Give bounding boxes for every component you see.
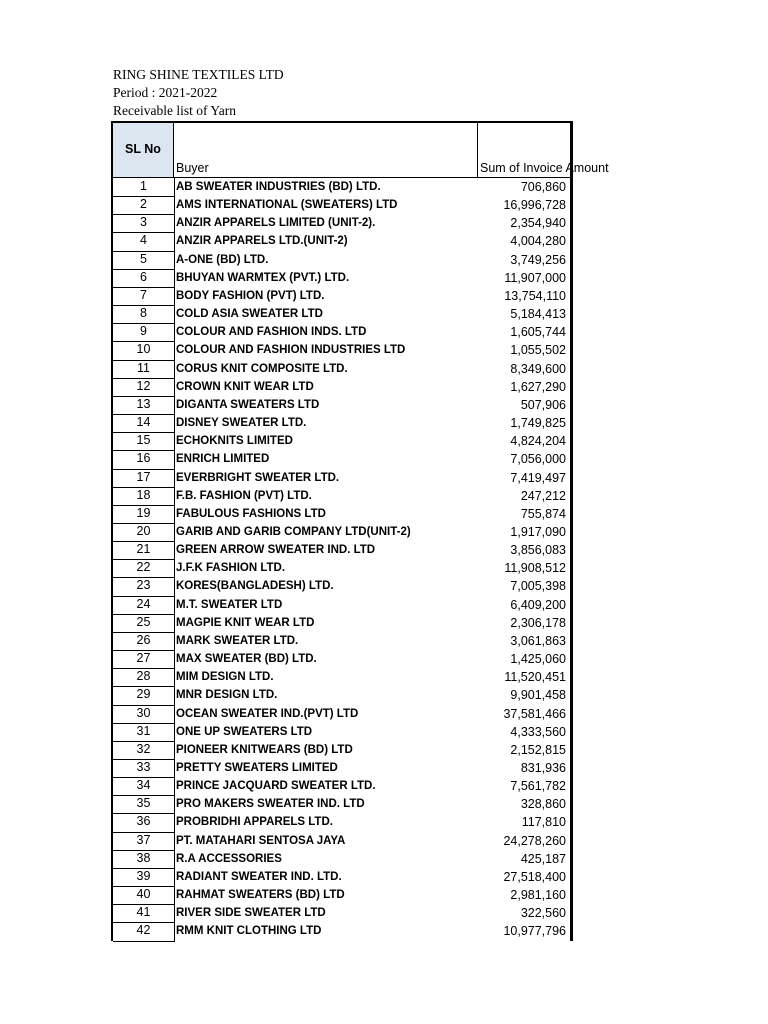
cell-invoice-amount: 1,627,290 <box>510 379 566 394</box>
cell-sl-no: 38 <box>113 850 175 869</box>
cell-buyer: PT. MATAHARI SENTOSA JAYA <box>176 834 346 847</box>
cell-sl-no: 28 <box>113 668 175 687</box>
cell-invoice-amount: 7,561,782 <box>510 779 566 794</box>
table-row <box>113 614 570 632</box>
cell-invoice-amount: 27,518,400 <box>503 869 566 884</box>
cell-sl-no: 1 <box>113 178 175 197</box>
period: Period : 2021-2022 <box>113 85 218 100</box>
cell-buyer: MIM DESIGN LTD. <box>176 671 274 684</box>
cell-sl-no: 12 <box>113 378 175 397</box>
table-row <box>113 396 570 414</box>
cell-invoice-amount: 1,055,502 <box>510 343 566 358</box>
cell-invoice-amount: 7,005,398 <box>510 579 566 594</box>
table-row <box>113 759 570 777</box>
cell-invoice-amount: 10,977,796 <box>503 924 566 939</box>
table-row <box>113 505 570 523</box>
table-row <box>113 723 570 741</box>
cell-invoice-amount: 3,061,863 <box>510 633 566 648</box>
cell-invoice-amount: 7,056,000 <box>510 452 566 467</box>
table-row <box>113 850 570 868</box>
cell-buyer: CROWN KNIT WEAR LTD <box>176 380 314 393</box>
table-row <box>113 795 570 813</box>
table-header <box>113 123 609 178</box>
cell-sl-no: 24 <box>113 596 175 615</box>
column-header-sum-label: Sum of Invoice Amount <box>480 161 609 175</box>
cell-buyer: M.T. SWEATER LTD <box>176 598 283 611</box>
cell-buyer: MNR DESIGN LTD. <box>176 689 278 702</box>
report-title: Receivable list of Yarn <box>113 103 236 118</box>
table-row <box>113 777 570 795</box>
table-row <box>113 251 570 269</box>
cell-invoice-amount: 11,908,512 <box>504 561 566 576</box>
cell-invoice-amount: 11,520,451 <box>504 670 566 685</box>
cell-sl-no: 3 <box>113 214 175 233</box>
table-row <box>113 178 570 196</box>
cell-invoice-amount: 8,349,600 <box>510 361 566 376</box>
cell-sl-no: 30 <box>113 705 175 724</box>
cell-sl-no: 36 <box>113 813 175 832</box>
table-row <box>113 287 570 305</box>
cell-buyer: PRETTY SWEATERS LIMITED <box>176 762 338 774</box>
cell-buyer: OCEAN SWEATER IND.(PVT) LTD <box>176 707 359 720</box>
cell-invoice-amount: 831,936 <box>520 761 566 775</box>
cell-sl-no: 25 <box>113 614 175 633</box>
cell-sl-no: 5 <box>113 251 175 270</box>
cell-sl-no: 17 <box>113 469 175 488</box>
cell-sl-no: 15 <box>113 432 175 451</box>
cell-buyer: AMS INTERNATIONAL (SWEATERS) LTD <box>176 199 398 212</box>
table-row <box>113 596 570 614</box>
table-row <box>113 559 570 577</box>
cell-buyer: BODY FASHION (PVT) LTD. <box>176 289 325 302</box>
table-row <box>113 868 570 886</box>
cell-invoice-amount: 507,906 <box>520 397 566 412</box>
cell-sl-no: 21 <box>113 541 175 560</box>
cell-buyer: ANZIR APPARELS LIMITED (UNIT-2). <box>176 217 376 230</box>
cell-buyer: ANZIR APPARELS LTD.(UNIT-2) <box>176 235 348 248</box>
company-name: RING SHINE TEXTILES LTD <box>113 67 284 82</box>
cell-invoice-amount: 425,187 <box>520 851 566 866</box>
cell-sl-no: 33 <box>113 759 175 778</box>
table-row <box>113 214 570 232</box>
cell-sl-no: 31 <box>113 723 175 742</box>
cell-sl-no: 34 <box>113 777 175 796</box>
cell-invoice-amount: 1,605,744 <box>510 325 566 340</box>
cell-sl-no: 2 <box>113 196 175 215</box>
cell-invoice-amount: 755,874 <box>520 506 566 521</box>
cell-buyer: MAGPIE KNIT WEAR LTD <box>176 616 315 629</box>
cell-invoice-amount: 3,856,083 <box>510 543 566 558</box>
cell-sl-no: 35 <box>113 795 175 814</box>
column-header-sl-no: SL No <box>113 123 174 177</box>
cell-invoice-amount: 117,810 <box>521 815 566 830</box>
cell-invoice-amount: 2,354,940 <box>510 216 566 231</box>
cell-invoice-amount: 4,824,204 <box>510 434 566 449</box>
cell-sl-no: 19 <box>113 505 175 524</box>
table-row <box>113 523 570 541</box>
cell-buyer: KORES(BANGLADESH) LTD. <box>176 580 334 593</box>
cell-buyer: ONE UP SWEATERS LTD <box>176 725 313 738</box>
cell-invoice-amount: 2,981,160 <box>510 888 566 903</box>
cell-invoice-amount: 1,917,090 <box>510 524 566 539</box>
cell-buyer: RIVER SIDE SWEATER LTD <box>176 907 326 920</box>
table-row <box>113 305 570 323</box>
cell-invoice-amount: 328,860 <box>520 797 566 812</box>
cell-buyer: GARIB AND GARIB COMPANY LTD(UNIT-2) <box>176 525 411 538</box>
cell-buyer: COLD ASIA SWEATER LTD <box>176 308 323 321</box>
cell-buyer: MARK SWEATER LTD. <box>176 634 299 647</box>
cell-sl-no: 13 <box>113 396 175 415</box>
cell-invoice-amount: 4,333,560 <box>510 724 566 739</box>
table-row <box>113 232 570 250</box>
cell-sl-no: 7 <box>113 287 175 306</box>
cell-sl-no: 6 <box>113 269 175 288</box>
table-row <box>113 469 570 487</box>
table-row <box>113 668 570 686</box>
cell-sl-no: 37 <box>113 832 175 851</box>
cell-sl-no: 26 <box>113 632 175 651</box>
cell-buyer: EVERBRIGHT SWEATER LTD. <box>176 471 340 484</box>
table-row <box>113 487 570 505</box>
table-body <box>113 178 570 941</box>
cell-buyer: RAHMAT SWEATERS (BD) LTD <box>176 889 345 902</box>
table-row <box>113 632 570 650</box>
cell-buyer: FABULOUS FASHIONS LTD <box>176 507 326 520</box>
cell-sl-no: 9 <box>113 323 175 342</box>
cell-sl-no: 29 <box>113 686 175 705</box>
cell-invoice-amount: 24,278,260 <box>503 833 566 848</box>
cell-invoice-amount: 9,901,458 <box>510 688 566 703</box>
cell-buyer: DISNEY SWEATER LTD. <box>176 417 307 430</box>
cell-buyer: R.A ACCESSORIES <box>176 852 282 865</box>
table-row <box>113 686 570 704</box>
cell-invoice-amount: 322,560 <box>520 906 566 921</box>
table-row <box>113 904 570 922</box>
cell-sl-no: 22 <box>113 559 175 578</box>
table-row <box>113 705 570 723</box>
cell-sl-no: 23 <box>113 577 175 596</box>
table-row <box>113 323 570 341</box>
table-row <box>113 414 570 432</box>
table-row <box>113 341 570 359</box>
cell-invoice-amount: 5,184,413 <box>510 307 566 322</box>
cell-buyer: COLOUR AND FASHION INDS. LTD <box>176 326 367 339</box>
cell-buyer: RMM KNIT CLOTHING LTD <box>176 925 322 938</box>
cell-sl-no: 42 <box>113 922 175 941</box>
cell-invoice-amount: 2,306,178 <box>510 615 566 630</box>
cell-sl-no: 32 <box>113 741 175 760</box>
table-row <box>113 450 570 468</box>
cell-invoice-amount: 706,860 <box>520 180 566 194</box>
cell-sl-no: 18 <box>113 487 175 506</box>
cell-sl-no: 41 <box>113 904 175 923</box>
cell-buyer: RADIANT SWEATER IND. LTD. <box>176 870 342 883</box>
cell-buyer: F.B. FASHION (PVT) LTD. <box>176 489 312 502</box>
document-header <box>113 66 284 120</box>
cell-sl-no: 11 <box>113 360 175 379</box>
cell-invoice-amount: 4,004,280 <box>510 234 566 249</box>
table-row <box>113 269 570 287</box>
cell-invoice-amount: 1,749,825 <box>510 416 566 431</box>
cell-invoice-amount: 6,409,200 <box>510 597 566 612</box>
cell-buyer: PRO MAKERS SWEATER IND. LTD <box>176 798 365 811</box>
receivable-table <box>111 121 609 941</box>
cell-sl-no: 39 <box>113 868 175 887</box>
table-row <box>113 886 570 904</box>
cell-buyer: CORUS KNIT COMPOSITE LTD. <box>176 362 348 375</box>
cell-buyer: PIONEER KNITWEARS (BD) LTD <box>176 743 353 756</box>
cell-buyer: DIGANTA SWEATERS LTD <box>176 398 320 411</box>
cell-sl-no: 4 <box>113 232 175 251</box>
cell-sl-no: 27 <box>113 650 175 669</box>
cell-invoice-amount: 11,907,000 <box>504 270 566 285</box>
cell-buyer: MAX SWEATER (BD) LTD. <box>176 653 317 666</box>
table-row <box>113 577 570 595</box>
table-row <box>113 741 570 759</box>
column-header-sum <box>477 123 609 177</box>
table-row <box>113 813 570 831</box>
cell-sl-no: 8 <box>113 305 175 324</box>
table-row <box>113 832 570 850</box>
cell-invoice-amount: 16,996,728 <box>503 198 566 213</box>
cell-sl-no: 10 <box>113 341 175 360</box>
table-row <box>113 922 570 940</box>
cell-invoice-amount: 7,419,497 <box>510 470 566 485</box>
table-row <box>113 650 570 668</box>
table-row <box>113 360 570 378</box>
cell-buyer: J.F.K FASHION LTD. <box>176 562 286 575</box>
cell-invoice-amount: 37,581,466 <box>503 706 566 721</box>
cell-sl-no: 16 <box>113 450 175 469</box>
table-row <box>113 432 570 450</box>
cell-invoice-amount: 2,152,815 <box>510 742 566 757</box>
cell-invoice-amount: 1,425,060 <box>510 652 566 667</box>
table-row <box>113 196 570 214</box>
column-header-buyer: Buyer <box>176 161 209 175</box>
cell-buyer: A-ONE (BD) LTD. <box>176 253 269 266</box>
cell-sl-no: 20 <box>113 523 175 542</box>
table-row <box>113 378 570 396</box>
cell-buyer: ENRICH LIMITED <box>176 453 270 466</box>
cell-sl-no: 40 <box>113 886 175 905</box>
cell-invoice-amount: 247,212 <box>520 488 566 503</box>
table-row <box>113 541 570 559</box>
cell-buyer: GREEN ARROW SWEATER IND. LTD <box>176 544 376 557</box>
cell-invoice-amount: 3,749,256 <box>510 252 566 267</box>
cell-sl-no: 14 <box>113 414 175 433</box>
cell-buyer: PRINCE JACQUARD SWEATER LTD. <box>176 780 376 793</box>
cell-buyer: AB SWEATER INDUSTRIES (BD) LTD. <box>176 181 381 193</box>
cell-buyer: BHUYAN WARMTEX (PVT.) LTD. <box>176 271 350 284</box>
cell-buyer: COLOUR AND FASHION INDUSTRIES LTD <box>176 344 406 357</box>
cell-invoice-amount: 13,754,110 <box>504 288 566 303</box>
cell-buyer: PROBRIDHI APPARELS LTD. <box>176 816 333 829</box>
cell-buyer: ECHOKNITS LIMITED <box>176 435 293 448</box>
